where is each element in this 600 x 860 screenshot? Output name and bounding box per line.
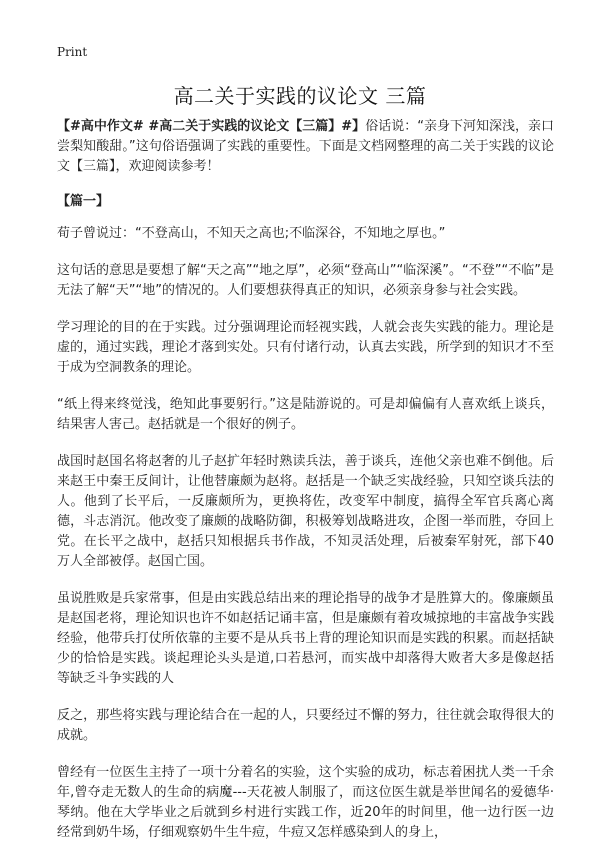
paragraph-6: 虽说胜败是兵家常事，但是由实践总结出来的理论指导的战争才是胜算大的。像廉颇虽是赵国老将，理论知识也许不如赵括记诵丰富，但是廉颇有着攻城掠地的丰富战争实践经验，他带兵打仗所依靠的主要不是从兵书上背的理论知识而是实践的积累。而赵括缺少的恰恰是实践。谈起理论头头是道,口若悬河，而实战中却落得大败者大多是像赵括等缺乏斗争实践的人: [57, 591, 554, 686]
paragraph-3: 学习理论的目的在于实践。过分强调理论而轻视实践，人就会丧失实践的能力。理论是虚的，通过实践，理论才落到实处。只有付诸行动，认真去实践，所学到的知识才不至于成为空洞教条的理论。: [57, 320, 554, 375]
intro-paragraph: [57, 117, 554, 177]
print-link[interactable]: Print: [57, 45, 88, 59]
page-title: 高二关于实践的议论文 三篇: [173, 84, 427, 108]
article-body: [57, 117, 554, 860]
intro-text: 俗话说：“亲身下河知深浅，亲口尝梨知酸甜。”这句俗语强调了实践的重要性。下面是文档网整理的高二关于实践的议论文【三篇】，欢迎阅读参考！: [57, 119, 554, 174]
intro-tag: 【#高中作文# #高二关于实践的议论文【三篇】#】: [57, 119, 366, 134]
section-heading: 【篇一】: [57, 194, 110, 209]
paragraph-1: 荀子曾说过：“不登高山，不知天之高也;不临深谷，不知地之厚也。”: [57, 226, 446, 241]
paragraph-2: 这句话的意思是要想了解“天之高”“地之厚”，必须“登高山”“临深溪”。“不登”“不临”是无法了解“天”“地”的情况的。人们要想获得真正的知识，必须亲身参与社会实践。: [57, 263, 554, 298]
paragraph-5: 战国时赵国名将赵奢的儿子赵扩年轻时熟读兵法，善于谈兵，连他父亲也难不倒他。后来赵王中秦王反间计，让他替廉颇为赵将。赵括是一个缺乏实战经验，只知空谈兵法的人。他到了长平后，一反廉颇所为，更换将佐，改变军中制度，搞得全军官兵离心离德，斗志消沉。他改变了廉颇的战略防御，积极筹划战略进攻，企图一举而胜，夺回上党。在长平之战中，赵括只知根据兵书作战，不知灵活处理，后被秦军射死，部下40万人全部被俘。赵国亡国。: [57, 454, 554, 569]
paragraph-4: “纸上得来终觉浅，绝知此事要躬行。”这是陆游说的。可是却偏偏有人喜欢纸上谈兵，结果害人害己。赵括就是一个很好的例子。: [57, 397, 554, 432]
paragraph-7: 反之，那些将实践与理论结合在一起的人，只要经过不懈的努力，往往就会取得很大的成就。: [57, 708, 554, 743]
paragraph-8: 曾经有一位医生主持了一项十分着名的实验，这个实验的成功，标志着困扰人类一千余年,曾夺走无数人的生命的病魔---天花被人制服了，而这位医生就是举世闻名的爱德华·琴纳。他在大学毕业之后就到乡村进行实践工作，近20年的时间里，他一边行医一边经常到奶牛场，仔细观察奶牛生牛痘，牛痘又怎样感染到人的身上，: [57, 765, 554, 840]
